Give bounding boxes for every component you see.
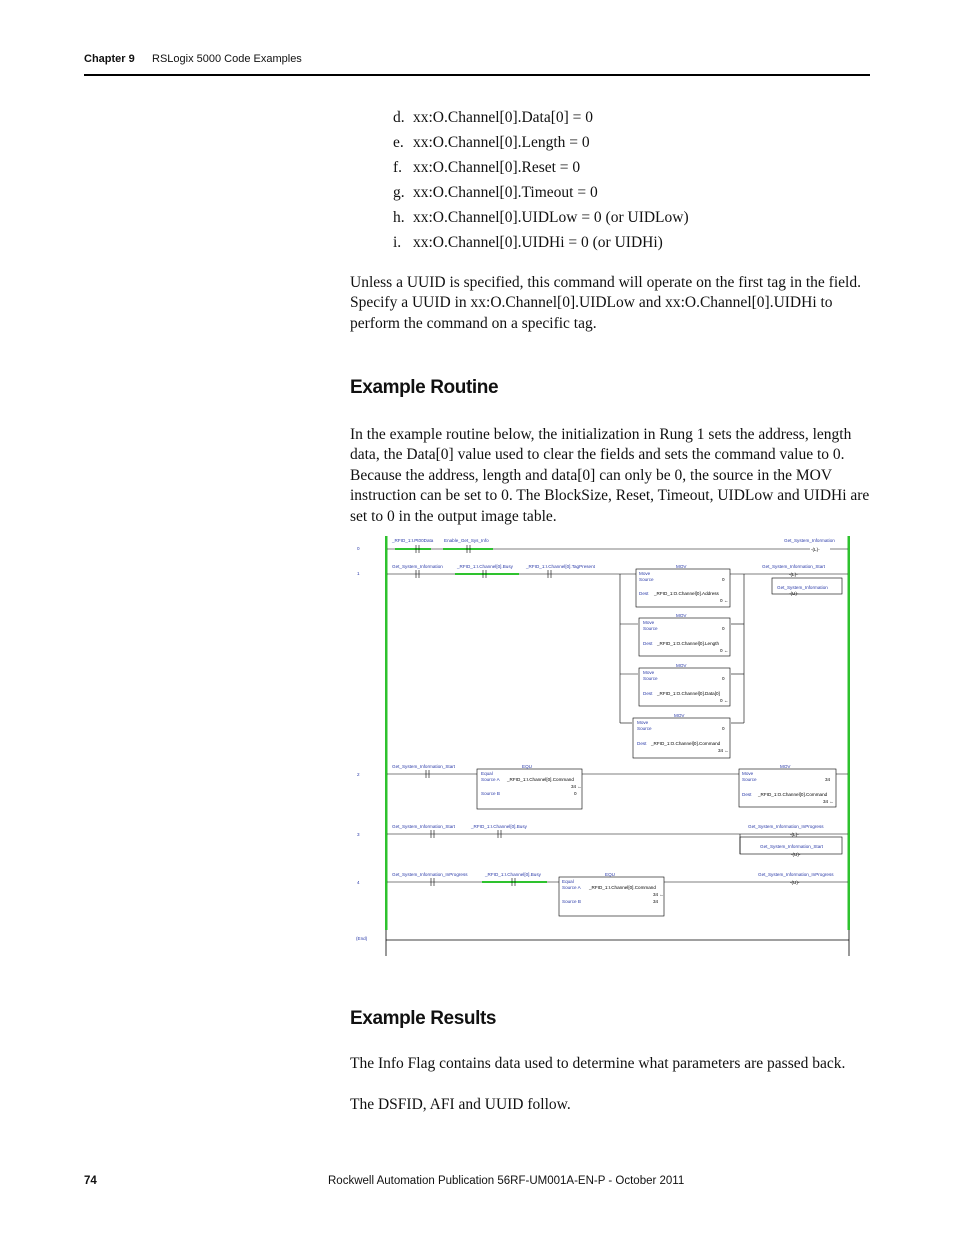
results-paragraph-2: The DSFID, AFI and UUID follow.	[350, 1096, 571, 1113]
list-item: h. xx:O.Channel[0].UIDLow = 0 (or UIDLow)	[393, 209, 689, 226]
list-item: i. xx:O.Channel[0].UIDHi = 0 (or UIDHi)	[393, 234, 663, 251]
rung-0	[387, 538, 848, 553]
coil-symbol: -(L)-	[789, 572, 798, 577]
svg-text:0: 0	[574, 791, 577, 796]
rung-number: 1	[357, 571, 360, 576]
routine-paragraph: In the example routine below, the initialization in Rung 1 sets the address, length data, the Data[0] value used to clear the fields and sets the command value to 0. Because the address, length and data[0] can only be 0, the source in the MOV instruction can be set to 0. The BlockSize, Reset, Timeout, UIDLow and UIDHi are set to 0 in the output image table.	[350, 426, 870, 525]
rung-number: 0	[357, 546, 360, 551]
svg-text:MOV: MOV	[676, 663, 687, 668]
svg-text:MOV: MOV	[676, 613, 687, 618]
coil-tag: Get_System_Information	[777, 585, 828, 590]
chapter-title: RSLogix 5000 Code Examples	[152, 53, 302, 65]
svg-text:MOV: MOV	[780, 764, 791, 769]
mov-block	[633, 713, 730, 758]
coil-symbol: -(U)-	[789, 591, 799, 596]
uuid-paragraph: Unless a UUID is specified, this command will operate on the first tag in the field. Specify a UUID in xx:O.Channel[0].UIDLow and xx:O.Channel[0].UIDHi to perform the command on a specific tag.	[350, 274, 861, 332]
heading-example-results: Example Results	[350, 1008, 497, 1029]
svg-text:0: 0	[722, 626, 725, 631]
svg-text:Source A: Source A	[481, 777, 500, 782]
svg-text:Dest: Dest	[637, 741, 647, 746]
svg-text:Move: Move	[742, 771, 754, 776]
svg-text:Equal: Equal	[481, 771, 493, 776]
svg-text:Dest: Dest	[742, 792, 752, 797]
mov-block	[636, 564, 730, 607]
svg-text:34 ←: 34 ←	[571, 784, 582, 789]
svg-text:0 ←: 0 ←	[720, 598, 729, 603]
heading-example-routine: Example Routine	[350, 377, 499, 398]
rung-1	[387, 564, 848, 758]
svg-text:Move: Move	[643, 620, 655, 625]
svg-text:34 ←: 34 ←	[823, 799, 834, 804]
svg-text:Source B: Source B	[481, 791, 500, 796]
svg-text:Dest: Dest	[643, 691, 653, 696]
svg-text:_RFID_1:O.Channel[0].Address: _RFID_1:O.Channel[0].Address	[654, 591, 719, 596]
svg-text:0 ←: 0 ←	[720, 698, 729, 703]
rung-end-label: (End)	[356, 936, 368, 941]
svg-text:34 ←: 34 ←	[653, 892, 664, 897]
coil-tag: Get_System_Information_Start	[760, 844, 824, 849]
ladder-diagram	[340, 532, 862, 962]
svg-text:Dest: Dest	[643, 641, 653, 646]
svg-text:MOV: MOV	[674, 713, 685, 718]
list-item: f. xx:O.Channel[0].Reset = 0	[393, 159, 581, 176]
svg-text:0: 0	[722, 577, 725, 582]
coil-tag: Get_System_Information_Start	[762, 564, 826, 569]
contact-tag: Enable_Get_Sys_Info	[444, 538, 489, 543]
coil-symbol: -(L)-	[811, 547, 820, 552]
svg-text:EQU: EQU	[605, 872, 615, 877]
svg-text:Move: Move	[639, 571, 651, 576]
svg-text:Move: Move	[643, 670, 655, 675]
svg-text:_RFID_1:I.Channel[0].Command: _RFID_1:I.Channel[0].Command	[589, 885, 656, 890]
coil-symbol: -(L)-	[790, 832, 799, 837]
svg-text:0: 0	[722, 676, 725, 681]
results-paragraph: The Info Flag contains data used to determine what parameters are passed back.	[350, 1055, 846, 1072]
contact-tag: _RFID_1:I.Pt00Data	[392, 538, 434, 543]
coil-symbol: -(U)-	[791, 852, 801, 857]
svg-text:Source A: Source A	[562, 885, 581, 890]
svg-text:Source: Source	[639, 577, 654, 582]
contact-tag: Get_System_Information_Start	[392, 824, 456, 829]
coil-tag: Get_System_Information	[784, 538, 835, 543]
contact-tag: _RFID_1:I.Channel[0].Busy	[457, 564, 513, 569]
chapter-label: Chapter 9	[84, 53, 135, 65]
rung-number: 3	[357, 832, 360, 837]
publication-info: Rockwell Automation Publication 56RF-UM001A-EN-P - October 2011	[328, 1175, 685, 1187]
contact-tag: Get_System_Information_InProgress	[392, 872, 468, 877]
contact-tag: Get_System_Information	[392, 564, 443, 569]
mov-block	[639, 613, 730, 656]
coil-symbol: -(U)-	[790, 880, 800, 885]
contact-tag: _RFID_1:I.Channel[0].Busy	[485, 872, 541, 877]
svg-text:_RFID_1:I.Channel[0].Command: _RFID_1:I.Channel[0].Command	[507, 777, 574, 782]
svg-text:34: 34	[825, 777, 831, 782]
coil-tag: Get_System_Information_InProgress	[758, 872, 834, 877]
svg-text:MOV: MOV	[676, 564, 687, 569]
header-rule	[84, 74, 870, 76]
svg-text:Dest: Dest	[639, 591, 649, 596]
svg-text:34: 34	[653, 899, 659, 904]
contact-tag: Get_System_Information_Start	[392, 764, 456, 769]
svg-text:0: 0	[722, 726, 725, 731]
svg-text:Source: Source	[643, 626, 658, 631]
svg-text:EQU: EQU	[522, 764, 532, 769]
contact-tag: _RFID_1:I.Channel[0].Busy	[471, 824, 527, 829]
page-number: 74	[84, 1175, 97, 1187]
equ-block	[477, 764, 582, 809]
svg-text:Source: Source	[643, 676, 658, 681]
rung-number: 4	[357, 880, 360, 885]
svg-text:_RFID_1:O.Channel[0].Length: _RFID_1:O.Channel[0].Length	[657, 641, 720, 646]
rung-3	[387, 824, 848, 857]
rung-2	[387, 764, 848, 809]
svg-text:0 ←: 0 ←	[720, 648, 729, 653]
rung-4	[387, 872, 848, 916]
mov-block	[739, 764, 836, 807]
svg-text:Source: Source	[637, 726, 652, 731]
svg-text:34 ←: 34 ←	[718, 748, 729, 753]
svg-text:Move: Move	[637, 720, 649, 725]
svg-text:_RFID_1:O.Channel[0].Command: _RFID_1:O.Channel[0].Command	[758, 792, 828, 797]
right-power-rail	[848, 536, 851, 930]
list-item: g. xx:O.Channel[0].Timeout = 0	[393, 184, 598, 201]
svg-text:Equal: Equal	[562, 879, 574, 884]
svg-text:_RFID_1:O.Channel[0].Data[0]: _RFID_1:O.Channel[0].Data[0]	[657, 691, 720, 696]
equ-block	[559, 872, 664, 916]
left-power-rail	[385, 536, 388, 930]
svg-text:_RFID_1:O.Channel[0].Command: _RFID_1:O.Channel[0].Command	[651, 741, 721, 746]
list-item: d. xx:O.Channel[0].Data[0] = 0	[393, 109, 594, 126]
svg-text:Source B: Source B	[562, 899, 581, 904]
coil-tag: Get_System_Information_InProgress	[748, 824, 824, 829]
mov-block	[639, 663, 730, 706]
step-list	[393, 108, 689, 258]
list-item: e. xx:O.Channel[0].Length = 0	[393, 134, 590, 151]
svg-text:Source: Source	[742, 777, 757, 782]
rung-number: 2	[357, 772, 360, 777]
contact-tag: _RFID_1:I.Channel[0].TagPresent	[526, 564, 595, 569]
